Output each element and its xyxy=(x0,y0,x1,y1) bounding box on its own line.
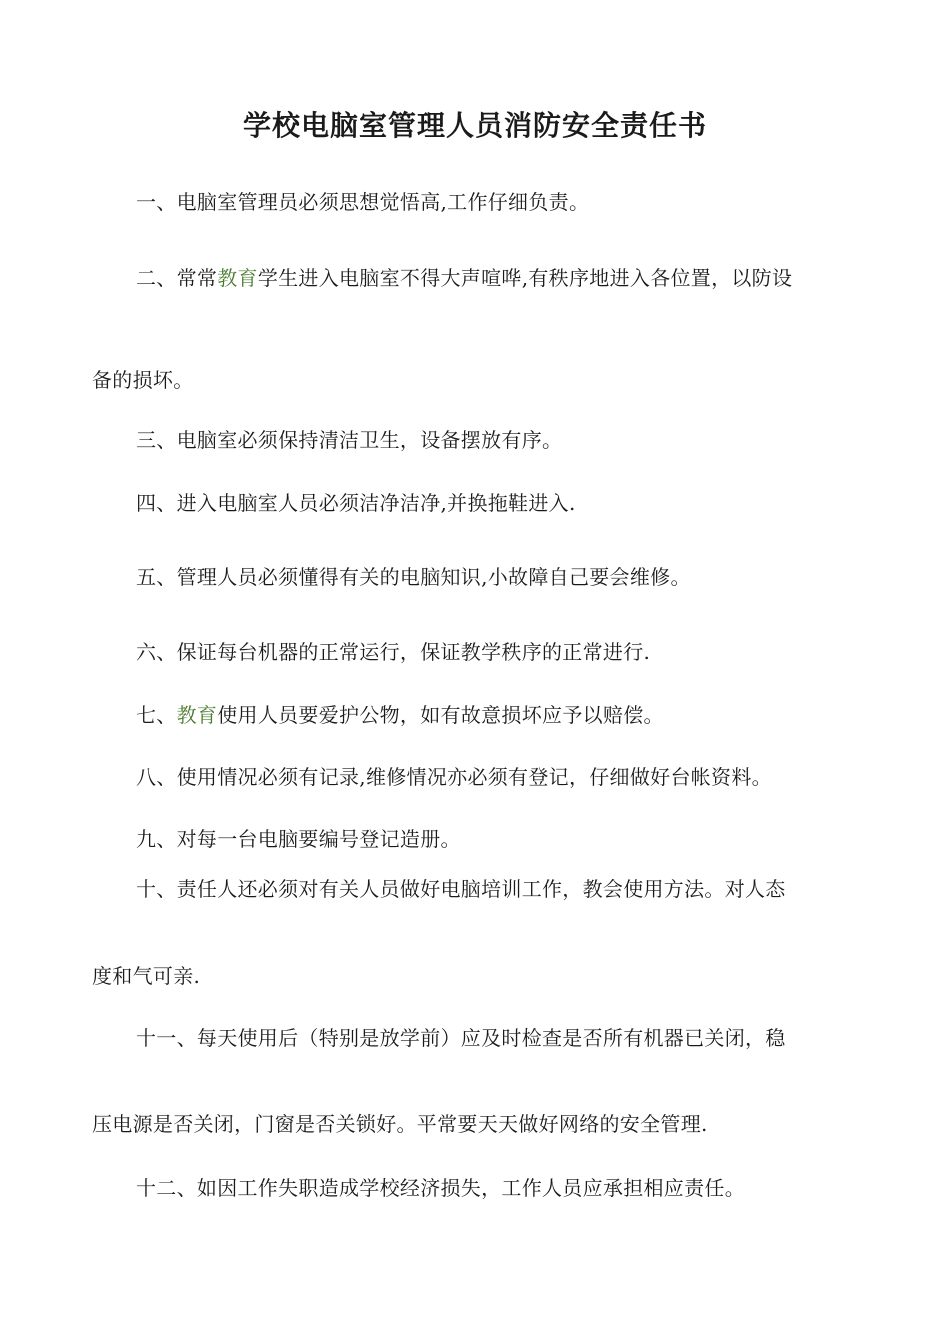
item-4: 四、进入电脑室人员必须洁净洁净,并换拖鞋进入. xyxy=(136,491,576,515)
item-10: 十、责任人还必须对有关人员做好电脑培训工作，教会使用方法。对人态 xyxy=(136,877,786,901)
item-2 xyxy=(136,264,792,292)
item-7-text-a: 七、 xyxy=(136,703,177,727)
item-12: 十二、如因工作失职造成学校经济损失，工作人员应承担相应责任。 xyxy=(136,1176,745,1200)
item-8: 八、使用情况必须有记录,维修情况亦必须有登记，仔细做好台帐资料。 xyxy=(136,765,772,789)
item-1: 一、电脑室管理员必须思想觉悟高,工作仔细负责。 xyxy=(136,190,590,214)
item-6: 六、保证每台机器的正常运行，保证教学秩序的正常进行. xyxy=(136,640,651,664)
item-11: 十一、每天使用后（特别是放学前）应及时检查是否所有机器已关闭，稳 xyxy=(136,1026,786,1050)
document-title: 学校电脑室管理人员消防安全责任书 xyxy=(242,109,707,142)
item-10-continuation: 度和气可亲. xyxy=(92,964,201,988)
item-3: 三、电脑室必须保持清洁卫生，设备摆放有序。 xyxy=(136,428,563,452)
item-2-highlight: 教育 xyxy=(217,266,258,290)
item-2-text-b: 学生进入电脑室不得大声喧哗,有秩序地进入各位置，以防设 xyxy=(257,266,793,290)
item-2-text-a: 二、常常 xyxy=(136,266,218,290)
item-7-highlight: 教育 xyxy=(176,703,218,727)
item-7-text-b: 使用人员要爱护公物，如有故意损坏应予以赔偿。 xyxy=(217,703,664,727)
item-9: 九、对每一台电脑要编号登记造册。 xyxy=(136,827,461,851)
item-2-continuation: 备的损坏。 xyxy=(92,368,194,392)
item-11-continuation: 压电源是否关闭，门窗是否关锁好。平常要天天做好网络的安全管理. xyxy=(92,1112,708,1136)
item-5: 五、管理人员必须懂得有关的电脑知识,小故障自己要会维修。 xyxy=(136,565,691,589)
item-7 xyxy=(136,701,664,729)
